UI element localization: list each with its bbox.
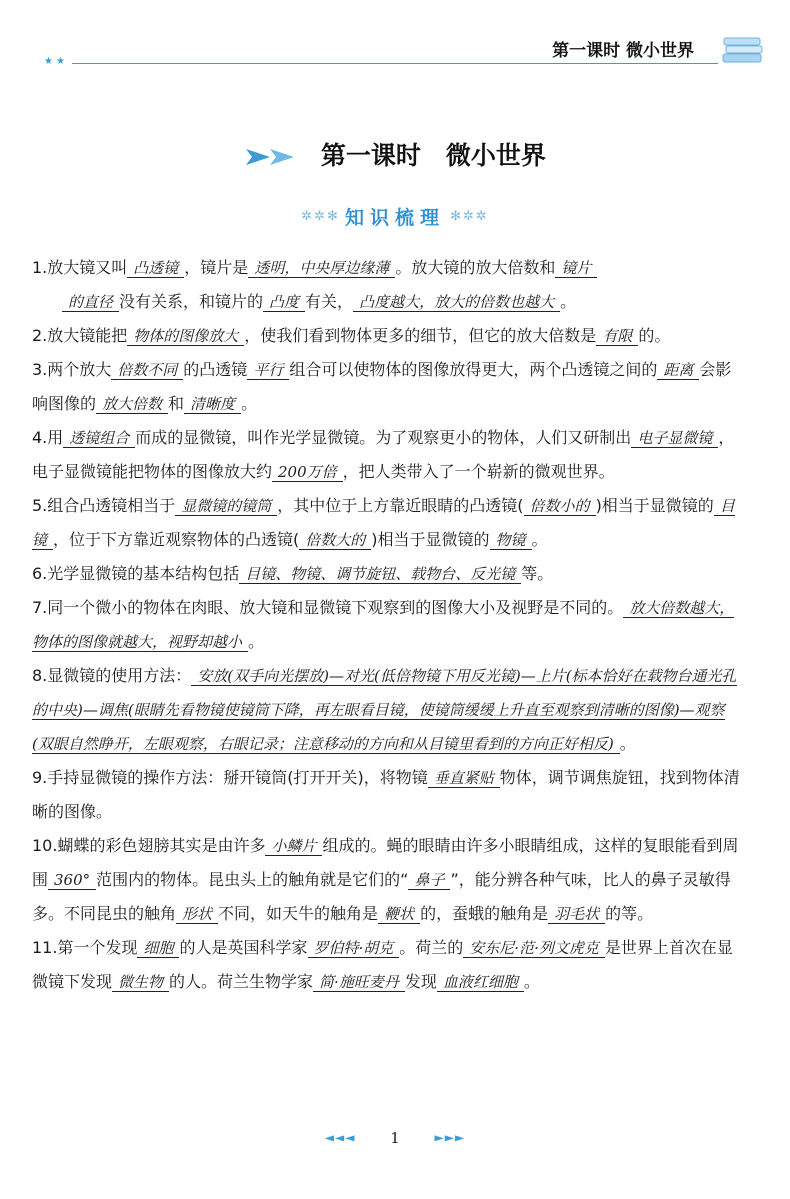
- answer: 安放(双手向光摆放)—对光(低倍物镜下用反光镜)—上片(标本恰好在载物台通光孔的中央)—调焦(眼睛先看物镜使镜筒下降，再左眼看目镜，使镜筒缓缓上升直至观察到清晰的图像)—观察(双眼自然睁开，左眼观察，右眼记录；注意移动的方向和从目镜里看到的方向正好相反): [32, 667, 737, 753]
- answer: 形状: [176, 905, 218, 924]
- answer: 清晰度: [184, 395, 241, 414]
- answer: 目镜、物镜、调节旋钮、载物台、反光镜: [239, 565, 521, 584]
- right-arrows-icon: ►►►: [434, 1130, 466, 1145]
- answer: 凸度越大，放大的倍数也越大: [353, 293, 560, 312]
- answer: 的直径: [62, 293, 119, 312]
- answer: 透明，中央厚边缘薄: [248, 259, 395, 278]
- answer: 放大倍数越大，物体的图像就越大，视野却越小: [32, 599, 735, 651]
- list-item: 9.手持显微镜的操作方法：掰开镜筒(打开开关)，将物镜 垂直紧贴 物体，调节调焦旋钮，找到物体清晰的图像。: [32, 768, 740, 821]
- answer: 倍数大的: [299, 531, 371, 550]
- answer: 细胞: [137, 939, 179, 958]
- page-number: 1: [390, 1128, 400, 1147]
- header-rule: [72, 63, 718, 64]
- answer: 羽毛状: [548, 905, 605, 924]
- answer: 罗伯特·胡克: [308, 939, 400, 958]
- double-arrow-icon: [244, 147, 300, 167]
- answer: 鞭状: [378, 905, 420, 924]
- answer: 目镜: [32, 497, 735, 549]
- answer: 垂直紧贴: [428, 769, 500, 788]
- answer: 360°: [48, 871, 96, 890]
- snowflake-icon: ✻✲✲: [450, 209, 489, 224]
- answer: 200万倍: [272, 463, 343, 482]
- answer: 简·施旺麦丹: [313, 973, 405, 992]
- answer: 显微镜的镜筒: [175, 497, 277, 516]
- list-item: 2.放大镜能把 物体的图像放大 ，使我们看到物体更多的细节，但它的放大倍数是 有限 的。: [32, 326, 671, 345]
- list-item: 5.组合凸透镜相当于 显微镜的镜筒 ，其中位于上方靠近眼睛的凸透镜( 倍数小的 )相当于显微镜的 目镜 ，位于下方靠近观察物体的凸透镜( 倍数大的 )相当于显微镜的 物镜 。: [32, 496, 735, 549]
- answer: 镜片: [555, 259, 597, 278]
- header-stars: ★★: [44, 56, 68, 67]
- left-arrows-icon: ◄◄◄: [324, 1130, 356, 1145]
- answer: 安东尼·范·列文虎克: [463, 939, 605, 958]
- answer: 放大倍数: [96, 395, 168, 414]
- answer: 平行: [247, 361, 289, 380]
- answer: 透镜组合: [63, 429, 135, 448]
- list-item: 6.光学显微镜的基本结构包括 目镜、物镜、调节旋钮、载物台、反光镜 等。: [32, 564, 554, 583]
- answer: 电子显微镜: [631, 429, 718, 448]
- answer: 微生物: [112, 973, 169, 992]
- list-item: 7.同一个微小的物体在肉眼、放大镜和显微镜下观察到的图像大小及视野是不同的。 放大倍数越大，物体的图像就越大，视野却越小 。: [32, 598, 735, 651]
- answer: 倍数不同: [111, 361, 183, 380]
- snowflake-icon: ✲✲✻: [301, 209, 340, 224]
- answer: 有限: [596, 327, 638, 346]
- page-title-text: 第一课时 微小世界: [320, 141, 546, 170]
- list-item: 10.蝴蝶的彩色翅膀其实是由许多 小鳞片 组成的。蝇的眼睛由许多小眼睛组成，这样的复眼能看到周围 360° 范围内的物体。昆虫头上的触角就是它们的“ 鼻子 ”，能分辨各种气味，比人的鼻子灵敏得多。不同昆虫的触角 形状 不同，如天牛的触角是 鞭状 的，蚕蛾的触角是 羽毛状 的等。: [32, 836, 739, 923]
- header-title: 第一课时 微小世界: [552, 41, 694, 61]
- answer: 凸透镜: [127, 259, 184, 278]
- list-item: 1.放大镜又叫 凸透镜 ，镜片是 透明，中央厚边缘薄 。放大镜的放大倍数和 镜片 的直径 没有关系，和镜片的 凸度 有关， 凸度越大，放大的倍数也越大 。: [32, 251, 744, 319]
- answer: 凸度: [263, 293, 305, 312]
- section-heading: [0, 203, 790, 230]
- section-label: 知识梳理: [344, 207, 445, 229]
- list-item: 11.第一个发现 细胞 的人是英国科学家 罗伯特·胡克 。荷兰的 安东尼·范·列文虎克 是世界上首次在显微镜下发现 微生物 的人。荷兰生物学家 简·施旺麦丹 发现 血液红细胞 。: [32, 938, 733, 991]
- answer: 物镜: [490, 531, 532, 550]
- answer: 血液红细胞: [437, 973, 524, 992]
- answer: 距离: [657, 361, 699, 380]
- list-item: 3.两个放大 倍数不同 的凸透镜 平行 组合可以使物体的图像放得更大，两个凸透镜之间的 距离 会影响图像的 放大倍数 和 清晰度 。: [32, 360, 732, 413]
- running-header: [0, 30, 790, 70]
- knowledge-list: [32, 251, 744, 999]
- answer: 物体的图像放大: [127, 327, 244, 346]
- page-title: [0, 136, 790, 172]
- answer: 倍数小的: [524, 497, 596, 516]
- list-item: 4.用 透镜组合 而成的显微镜，叫作光学显微镜。为了观察更小的物体，人们又研制出 电子显微镜 ，电子显微镜能把物体的图像放大约 200万倍 ，把人类带入了一个崭新的微观世界。: [32, 428, 735, 481]
- answer: 小鳞片: [265, 837, 322, 856]
- list-item: 8.显微镜的使用方法： 安放(双手向光摆放)—对光(低倍物镜下用反光镜)—上片(标本恰好在载物台通光孔的中央)—调焦(眼睛先看物镜使镜筒下降，再左眼看目镜，使镜筒缓缓上升直至观察到清晰的图像)—观察(双眼自然睁开，左眼观察，右眼记录；注意移动的方向和从目镜里看到的方向正好相反) 。: [32, 666, 737, 753]
- books-icon: [722, 36, 764, 64]
- page-footer: [0, 1128, 790, 1147]
- answer: 鼻子: [408, 871, 450, 890]
